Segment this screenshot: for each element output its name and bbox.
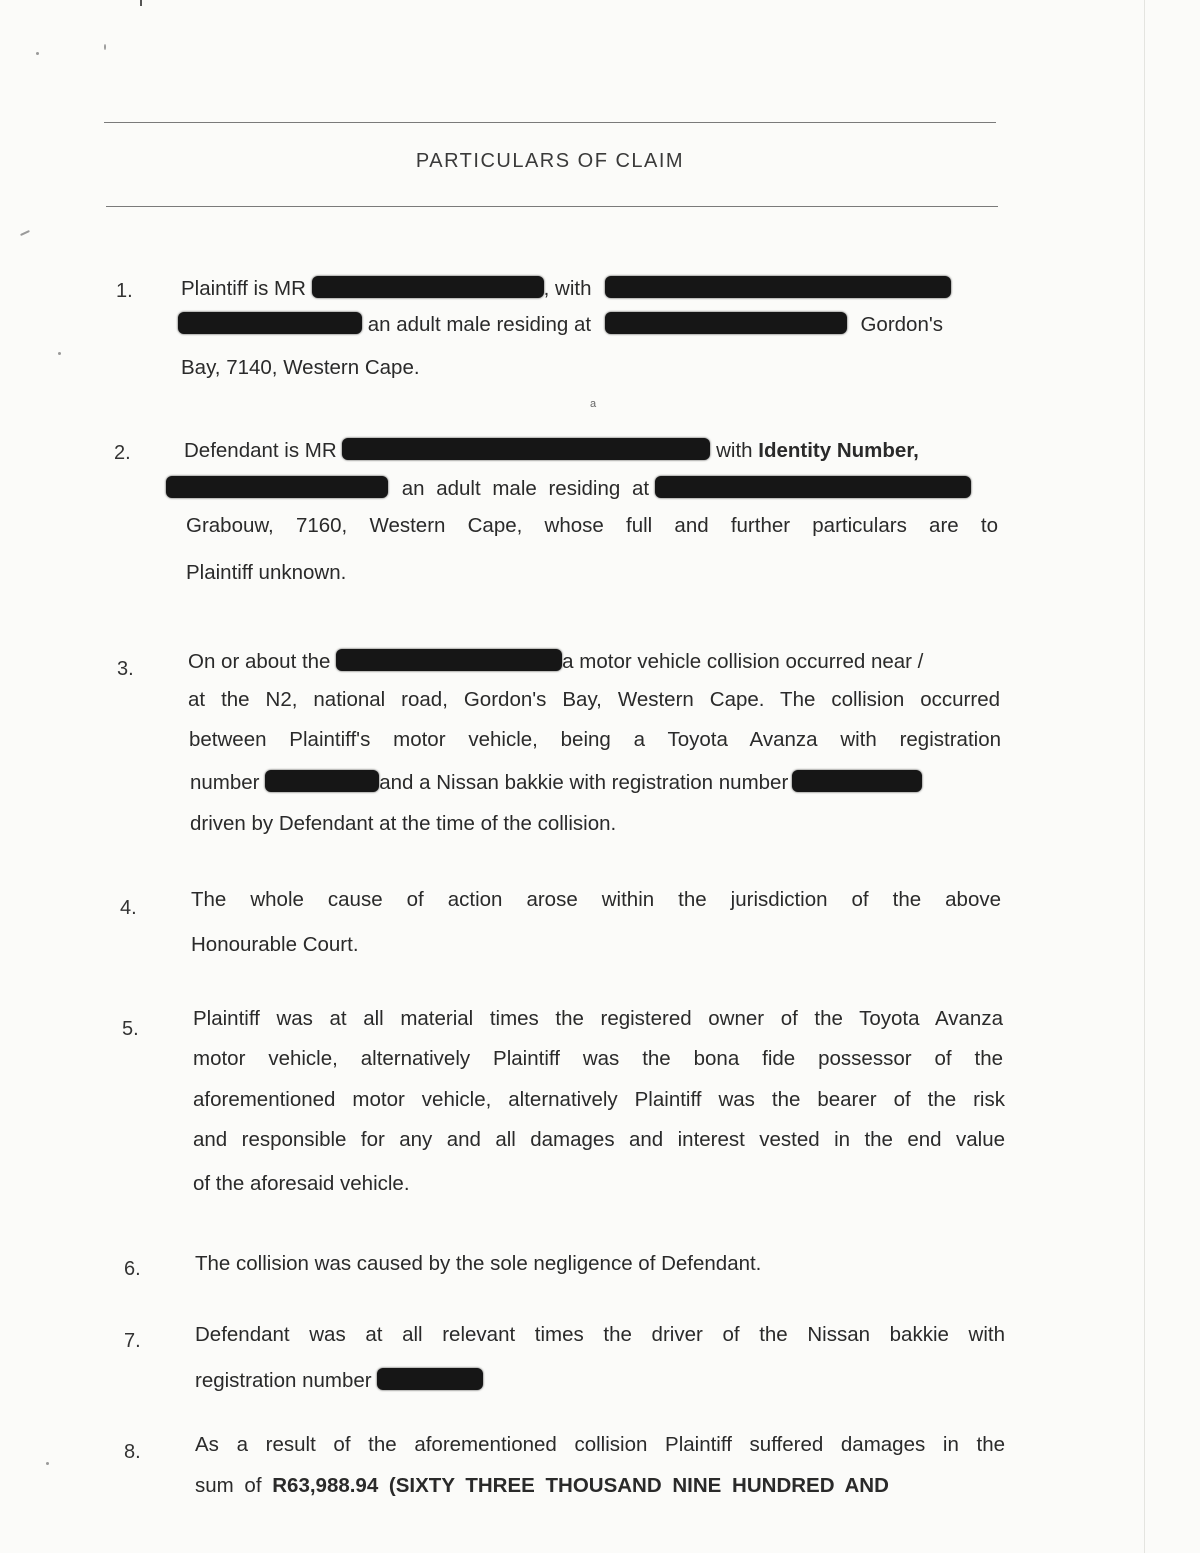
paragraph-5-line-2: motor vehicle, alternatively Plaintiff was the bona fide possessor of the xyxy=(193,1047,1003,1070)
paragraph-number-6: 6. xyxy=(124,1258,141,1280)
paragraph-1-line-3: Bay, 7140, Western Cape. xyxy=(181,356,420,379)
text: and a Nissan bakkie with registration number xyxy=(379,771,789,794)
paragraph-number-2: 2. xyxy=(114,442,131,464)
redaction xyxy=(605,312,847,334)
text: number xyxy=(190,771,260,794)
scan-speck xyxy=(58,352,61,355)
paragraph-2-line-2 xyxy=(166,476,971,501)
text: a motor vehicle collision occurred near / xyxy=(562,650,924,673)
text: with xyxy=(716,439,753,462)
paragraph-number-3: 3. xyxy=(117,658,134,680)
paragraph-3-line-2: at the N2, national road, Gordon's Bay, Western Cape. The collision occurred xyxy=(188,688,1000,711)
scan-mark xyxy=(140,0,142,6)
redaction xyxy=(265,770,379,792)
paragraph-number-5: 5. xyxy=(122,1018,139,1040)
paragraph-6-line-1: The collision was caused by the sole negligence of Defendant. xyxy=(195,1252,762,1275)
paragraph-1-line-2 xyxy=(178,312,943,337)
scan-speck xyxy=(36,52,39,55)
redaction xyxy=(655,476,971,498)
paragraph-2-line-4: Plaintiff unknown. xyxy=(186,561,347,584)
paragraph-2-line-3: Grabouw, 7160, Western Cape, whose full and further particulars are to xyxy=(186,514,998,537)
scan-edge xyxy=(1144,0,1145,1553)
paragraph-5-line-4: and responsible for any and all damages and interest vested in the end value xyxy=(193,1128,1005,1151)
title-rule xyxy=(106,206,998,207)
paragraph-4-line-1: The whole cause of action arose within the jurisdiction of the above xyxy=(191,888,1001,911)
paragraph-8-line-2 xyxy=(195,1474,889,1498)
redaction xyxy=(342,438,710,460)
paragraph-3-line-5: driven by Defendant at the time of the collision. xyxy=(190,812,617,835)
identity-number-label: Identity Number, xyxy=(758,439,919,462)
paragraph-3-line-1 xyxy=(188,649,923,674)
text: Plaintiff is MR xyxy=(181,277,306,300)
text: an adult male residing at xyxy=(367,313,592,336)
scan-speck xyxy=(104,44,106,50)
text: On or about the xyxy=(188,650,331,673)
paragraph-7-line-2 xyxy=(195,1368,483,1393)
paragraph-5-line-1: Plaintiff was at all material times the registered owner of the Toyota Avanza xyxy=(193,1007,1003,1030)
text: , with xyxy=(543,277,592,300)
paragraph-4-line-2: Honourable Court. xyxy=(191,933,359,956)
paragraph-3-line-4 xyxy=(190,770,922,795)
redaction xyxy=(377,1368,483,1390)
redaction xyxy=(605,276,951,298)
text: Defendant is MR xyxy=(184,439,337,462)
paragraph-number-8: 8. xyxy=(124,1441,141,1463)
paragraph-number-1: 1. xyxy=(116,280,133,302)
paragraph-1-line-1 xyxy=(181,276,951,301)
top-rule xyxy=(104,122,996,123)
text: Gordon's xyxy=(860,313,944,336)
paragraph-2-line-1 xyxy=(184,438,919,463)
paragraph-5-line-5: of the aforesaid vehicle. xyxy=(193,1172,410,1195)
redaction xyxy=(792,770,922,792)
stray-mark: a xyxy=(590,398,597,410)
paragraph-number-4: 4. xyxy=(120,897,137,919)
scan-speck xyxy=(20,230,30,236)
paragraph-5-line-3: aforementioned motor vehicle, alternatively Plaintiff was the bearer of the risk xyxy=(193,1088,1005,1111)
scan-speck xyxy=(46,1462,49,1465)
paragraph-7-line-1: Defendant was at all relevant times the driver of the Nissan bakkie with xyxy=(195,1323,1005,1346)
redaction xyxy=(336,649,562,671)
redaction xyxy=(178,312,362,334)
text: sum of xyxy=(195,1474,262,1497)
paragraph-number-7: 7. xyxy=(124,1330,141,1352)
redaction xyxy=(312,276,544,298)
paragraph-3-line-3: between Plaintiff's motor vehicle, being a Toyota Avanza with registration xyxy=(189,728,1001,751)
text: registration number xyxy=(195,1369,372,1392)
paragraph-8-line-1: As a result of the aforementioned collision Plaintiff suffered damages in the xyxy=(195,1433,1005,1456)
document-title: PARTICULARS OF CLAIM xyxy=(415,150,685,172)
claim-amount: R63,988.94 (SIXTY THREE THOUSAND NINE HUNDRED AND xyxy=(272,1474,889,1497)
redaction xyxy=(166,476,388,498)
text: an adult male residing at xyxy=(401,477,650,500)
